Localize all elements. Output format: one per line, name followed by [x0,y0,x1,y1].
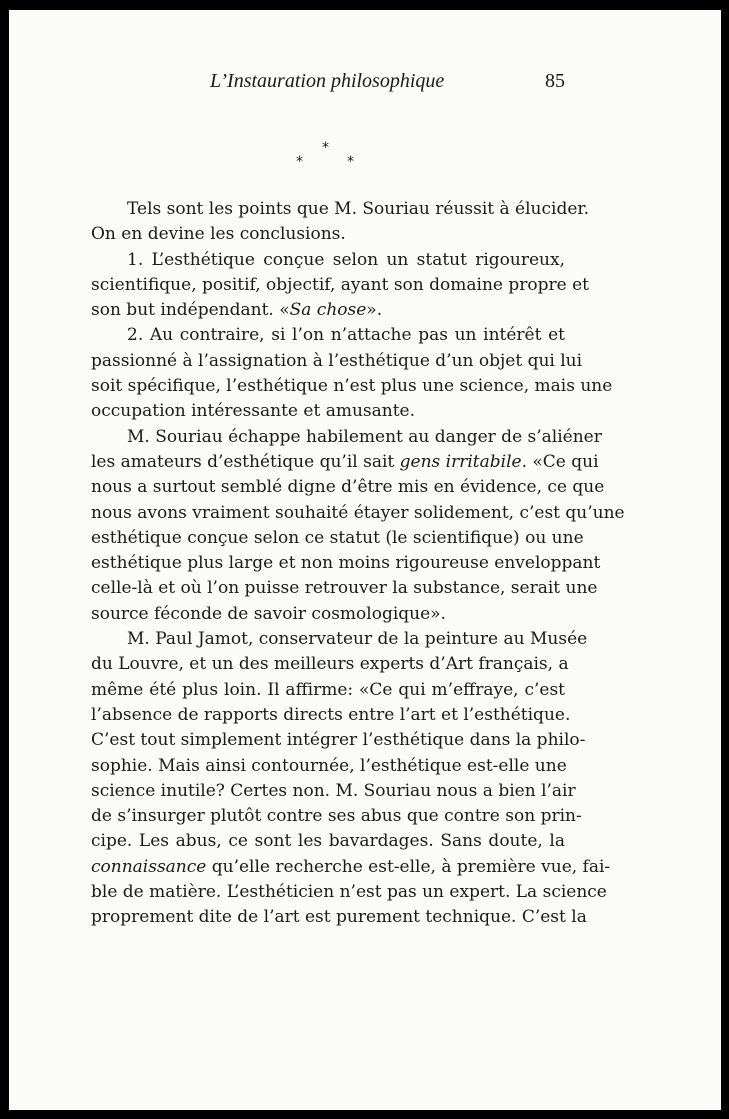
text-line: les amateurs d’esthétique qu’il sait gens irritabile. «Ce qui [91,451,599,472]
paragraph [91,627,611,931]
text-line: proprement dite de l’art est purement technique. C’est la [91,907,587,928]
asterisk-left: * [296,154,303,170]
paragraph [91,425,625,627]
asterisk-right: * [347,154,354,170]
text-line: de s’insurger plutôt contre ses abus que contre son prin- [91,806,582,827]
text-line: Tels sont les points que M. Souriau réussit à élucider. [127,199,590,219]
text-line: occupation intéressante et amusante. [91,401,415,422]
text-line: scientifique, positif, objectif, ayant son domaine propre et [91,274,589,295]
text-line: science inutile? Certes non. M. Souriau nous a bien l’air [91,780,576,801]
text-line: esthétique plus large et non moins rigoureuse enveloppant [91,553,601,574]
text-line: M. Souriau échappe habilement au danger de s’aliéner [127,426,602,447]
text-line: M. Paul Jamot, conservateur de la peinture au Musée [127,629,588,650]
italic-text: Sa chose [289,300,367,321]
body-text [91,197,625,931]
text-line: son but indépendant. «Sa chose». [91,300,383,321]
paragraph [91,323,613,424]
text-line: du Louvre, et un des meilleurs experts d’Art français, a [91,654,569,675]
page-sheet [9,10,721,1110]
italic-text: gens irritabile. [399,451,527,472]
text-line: nous a surtout semblé digne d’être mis en évidence, ce que [91,477,605,498]
paragraph [91,197,590,248]
text-line: celle-là et où l’on puisse retrouver la substance, serait une [91,578,598,599]
text-line: C’est tout simplement intégrer l’esthétique dans la philo- [91,730,586,751]
text-line: 1. L’esthétique conçue selon un statut rigoureux, [127,249,565,270]
text-line: cipe. Les abus, ce sont les bavardages. Sans doute, la [91,831,565,852]
text-line: esthétique conçue selon ce statut (le scientifique) ou une [91,527,584,548]
text-line: soit spécifique, l’esthétique n’est plus une science, mais une [91,376,613,397]
text-line: source féconde de savoir cosmologique». [91,603,446,624]
page-number: 85 [545,70,565,92]
running-title: L’Instauration philosophique [210,70,445,92]
asterism-separator [91,140,565,180]
text-line: passionné à l’assignation à l’esthétique d’un objet qui lui [91,350,583,371]
text-line: l’absence de rapports directs entre l’art et l’esthétique. [91,704,571,725]
text-line: nous avons vraiment souhaité étayer solidement, c’est qu’une [91,502,625,523]
text-line: connaissance qu’elle recherche est-elle, à première vue, fai- [91,856,611,877]
italic-text: connaissance [91,856,207,877]
text-line: ble de matière. L’esthéticien n’est pas un expert. La science [91,882,607,903]
text-line: sophie. Mais ainsi contournée, l’esthétique est-elle une [91,755,567,776]
paragraph [91,248,589,324]
text-line: même été plus loin. Il affirme: «Ce qui m’effraye, c’est [91,679,565,700]
asterisk-top: * [322,140,329,156]
text-line: On en devine les conclusions. [91,224,346,245]
running-header [91,66,565,96]
text-line: 2. Au contraire, si l’on n’attache pas un intérêt et [127,325,565,346]
